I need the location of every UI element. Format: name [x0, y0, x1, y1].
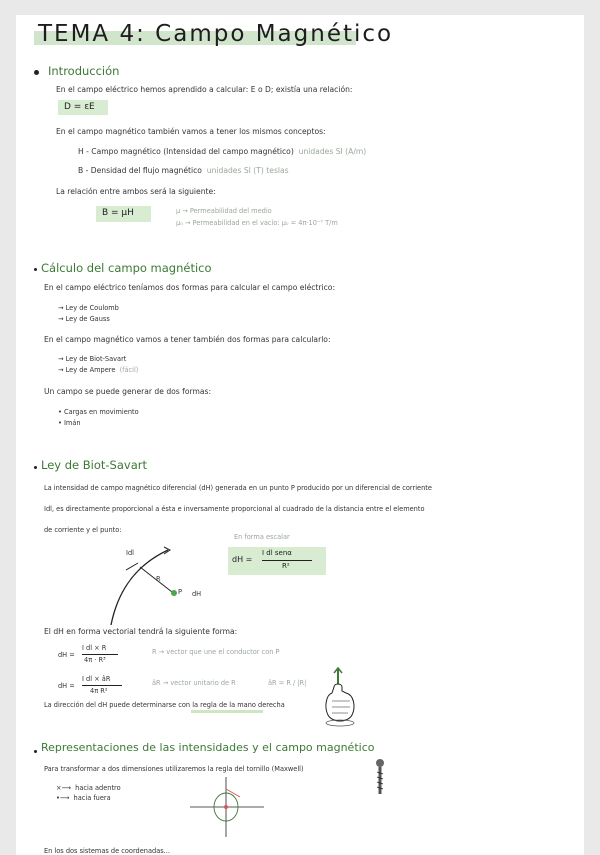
calc-biot: → Ley de Biot-Savart	[58, 355, 127, 363]
calc-cargas: • Cargas en movimiento	[58, 408, 139, 416]
heading-biot-savart: Ley de Biot-Savart	[41, 458, 147, 472]
heading-calculo: Cálculo del campo magnético	[41, 261, 212, 275]
vf2-lhs: dH =	[58, 682, 75, 690]
right-hand-rule: La dirección del dH puede determinarse con la regla de la mano derecha	[44, 701, 285, 709]
scalar-formula-num: I dl senα	[262, 549, 292, 557]
label-dh: dH	[192, 590, 202, 598]
biot-savart-diagram	[96, 530, 226, 630]
vf2-den: 4π R²	[90, 687, 108, 695]
right-hand-icon	[316, 667, 364, 727]
bullet	[34, 466, 37, 469]
label-r: R	[156, 575, 161, 583]
vf1-note: R → vector que une el conductor con P	[152, 648, 280, 656]
vf2-note-2: âR = R / |R|	[268, 679, 307, 687]
vf2-note: âR → vector unitario de R	[152, 679, 236, 687]
heading-introduccion: Introducción	[48, 64, 120, 78]
vf1-lhs: dH =	[58, 651, 75, 659]
repr-out: •⟶ hacia fuera	[56, 794, 111, 802]
biot-p1: La intensidad de campo magnético diferencial (dH) generada en un punto P producido por un diferencial de corriente	[44, 484, 432, 492]
intro-line-1: En el campo eléctrico hemos aprendido a calcular: E o D; existía una relación:	[56, 85, 353, 94]
calc-line-2: En el campo magnético vamos a tener también dos formas para calcularlo:	[44, 335, 331, 344]
point-p	[171, 590, 177, 596]
rule-highlight	[191, 710, 263, 713]
page-title: TEMA 4: Campo Magnético	[38, 21, 394, 47]
repr-footer: En los dos sistemas de coordenadas...	[44, 847, 170, 855]
notes-page	[16, 15, 584, 855]
vector-intro: El dH en forma vectorial tendrá la siguiente forma:	[44, 627, 238, 636]
formula-b-mu-h: B = μH	[102, 208, 134, 218]
bullet	[34, 268, 37, 271]
vf2-num: I dl × âR	[82, 675, 111, 683]
vf1-den: 4π · R³	[84, 656, 106, 664]
calc-iman: • Imán	[58, 419, 81, 427]
heading-representaciones: Representaciones de las intensidades y el campo magnético	[41, 741, 375, 754]
formula-d-eps-e: D = εE	[64, 102, 95, 112]
note-mu: μ → Permeabilidad del medio	[176, 207, 272, 215]
intro-line-5: La relación entre ambos será la siguiente:	[56, 187, 216, 196]
bullet	[34, 70, 39, 75]
fraction-line	[82, 654, 118, 655]
intro-line-2: En el campo magnético también vamos a tener los mismos conceptos:	[56, 127, 326, 136]
fraction-line	[262, 560, 312, 561]
scalar-formula-den: R²	[282, 562, 290, 570]
axes-diagram	[188, 775, 266, 839]
idl-segment	[126, 563, 138, 570]
fraction-line	[82, 685, 122, 686]
label-idl: Idl	[126, 549, 134, 557]
conductor-curve	[111, 550, 168, 625]
calc-line-3: Un campo se puede generar de dos formas:	[44, 387, 212, 396]
bullet	[34, 750, 37, 753]
calc-line-1: En el campo eléctrico teníamos dos formas para calcular el campo eléctrico:	[44, 283, 336, 292]
vf1-num: I dl × R	[82, 644, 107, 652]
intro-line-3: H - Campo magnético (Intensidad del campo magnético) unidades SI (A/m)	[78, 147, 367, 156]
repr-into: ×⟶ hacia adentro	[56, 784, 121, 792]
calc-coulomb: → Ley de Coulomb	[58, 304, 119, 312]
note-mu0: μ₀ → Permeabilidad en el vacío: μ₀ = 4π·10⁻⁷ T/m	[176, 219, 338, 227]
calc-ampere: → Ley de Ampere (fácil)	[58, 366, 139, 374]
repr-line-1: Para transformar a dos dimensiones utilizaremos la regla del tornillo (Maxwell)	[44, 765, 304, 773]
screw-icon	[370, 758, 390, 798]
calc-gauss: → Ley de Gauss	[58, 315, 110, 323]
scalar-formula-lhs: dH =	[232, 555, 253, 564]
biot-p2: Idl, es directamente proporcional a ésta e inversamente proporcional al cuadrado de la distancia entre el elemento	[44, 505, 425, 513]
biot-p3: de corriente y el punto:	[44, 526, 122, 534]
scalar-note: En forma escalar	[234, 533, 290, 541]
label-p: P	[178, 588, 182, 596]
intro-line-4: B - Densidad del flujo magnético unidades SI (T) teslas	[78, 166, 289, 175]
